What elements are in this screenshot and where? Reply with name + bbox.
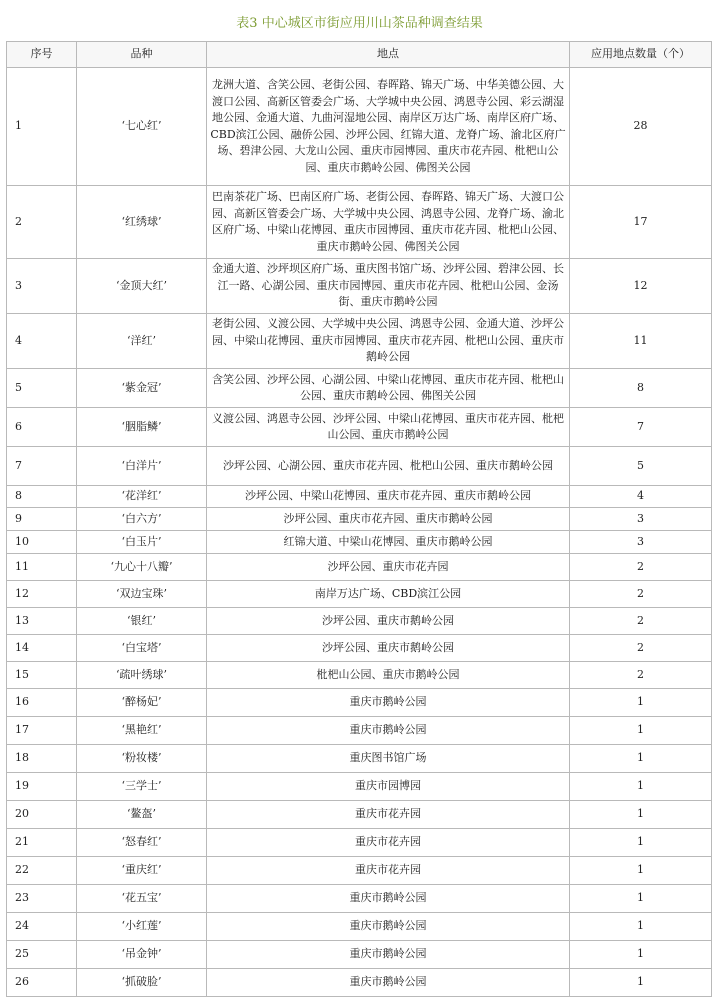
row-location: 重庆市花卉园 <box>207 857 570 885</box>
row-count: 1 <box>570 801 712 829</box>
row-variety: ‘红绣球’ <box>77 186 207 259</box>
row-location: 重庆市鹅岭公园 <box>207 941 570 969</box>
table-row <box>7 969 712 997</box>
table-row <box>7 186 712 259</box>
row-count: 2 <box>570 635 712 662</box>
row-count: 1 <box>570 717 712 745</box>
table-row <box>7 447 712 486</box>
header-location: 地点 <box>207 42 570 68</box>
row-location: 重庆市鹅岭公园 <box>207 689 570 717</box>
row-num: 8 <box>7 486 77 508</box>
row-variety: ‘粉妆楼’ <box>77 745 207 773</box>
row-variety: ‘疏叶绣球’ <box>77 662 207 689</box>
row-num: 13 <box>7 608 77 635</box>
row-count: 4 <box>570 486 712 508</box>
row-num: 20 <box>7 801 77 829</box>
row-location: 沙坪公园、重庆市花卉园、重庆市鹅岭公园 <box>207 508 570 531</box>
row-count: 1 <box>570 857 712 885</box>
table-row <box>7 314 712 369</box>
row-location: 金通大道、沙坪坝区府广场、重庆图书馆广场、沙坪公园、碧津公园、长江一路、心湖公园、重庆市园博园、重庆市花卉园、枇杷山公园、金汤街、重庆市鹅岭公园 <box>207 259 570 314</box>
row-num: 18 <box>7 745 77 773</box>
row-variety: ‘白洋片’ <box>77 447 207 486</box>
row-location: 沙坪公园、重庆市花卉园 <box>207 554 570 581</box>
row-count: 1 <box>570 773 712 801</box>
row-num: 14 <box>7 635 77 662</box>
header-count: 应用地点数量（个） <box>570 42 712 68</box>
row-num: 5 <box>7 369 77 408</box>
row-variety: ‘九心十八瓣’ <box>77 554 207 581</box>
row-num: 22 <box>7 857 77 885</box>
row-location: 重庆市鹅岭公园 <box>207 969 570 997</box>
row-location: 重庆市鹅岭公园 <box>207 885 570 913</box>
row-num: 19 <box>7 773 77 801</box>
row-count: 8 <box>570 369 712 408</box>
row-variety: ‘醉杨妃’ <box>77 689 207 717</box>
row-count: 12 <box>570 259 712 314</box>
row-num: 3 <box>7 259 77 314</box>
table-row <box>7 635 712 662</box>
row-num: 16 <box>7 689 77 717</box>
row-num: 26 <box>7 969 77 997</box>
row-num: 1 <box>7 68 77 186</box>
row-count: 7 <box>570 408 712 447</box>
table-row <box>7 508 712 531</box>
table-row <box>7 885 712 913</box>
table-row <box>7 745 712 773</box>
row-location: 重庆市花卉园 <box>207 801 570 829</box>
row-num: 11 <box>7 554 77 581</box>
row-count: 3 <box>570 508 712 531</box>
row-count: 1 <box>570 689 712 717</box>
row-variety: ‘三学士’ <box>77 773 207 801</box>
row-location: 沙坪公园、中梁山花博园、重庆市花卉园、重庆市鹅岭公园 <box>207 486 570 508</box>
row-location: 沙坪公园、重庆市鹅岭公园 <box>207 635 570 662</box>
table-row <box>7 486 712 508</box>
table-header-row <box>7 42 712 68</box>
row-num: 25 <box>7 941 77 969</box>
row-location: 枇杷山公园、重庆市鹅岭公园 <box>207 662 570 689</box>
table-row <box>7 941 712 969</box>
row-variety: ‘胭脂鳞’ <box>77 408 207 447</box>
row-location: 重庆市花卉园 <box>207 829 570 857</box>
row-count: 2 <box>570 554 712 581</box>
table-title: 表3 中心城区市街应用川山茶品种调查结果 <box>236 16 483 31</box>
table-row <box>7 608 712 635</box>
table-row <box>7 68 712 186</box>
row-num: 9 <box>7 508 77 531</box>
table-row <box>7 369 712 408</box>
row-location: 重庆图书馆广场 <box>207 745 570 773</box>
row-count: 1 <box>570 913 712 941</box>
row-num: 17 <box>7 717 77 745</box>
table-row <box>7 662 712 689</box>
row-variety: ‘抓破脸’ <box>77 969 207 997</box>
row-location: 南岸万达广场、CBD滨江公园 <box>207 581 570 608</box>
table-row <box>7 913 712 941</box>
row-variety: ‘双边宝珠’ <box>77 581 207 608</box>
row-variety: ‘怒春红’ <box>77 829 207 857</box>
row-variety: ‘白宝塔’ <box>77 635 207 662</box>
row-variety: ‘紫金冠’ <box>77 369 207 408</box>
row-variety: ‘重庆红’ <box>77 857 207 885</box>
row-variety: ‘七心红’ <box>77 68 207 186</box>
row-count: 2 <box>570 608 712 635</box>
row-count: 1 <box>570 885 712 913</box>
row-count: 28 <box>570 68 712 186</box>
row-num: 23 <box>7 885 77 913</box>
row-variety: ‘白六方’ <box>77 508 207 531</box>
row-location: 沙坪公园、重庆市鹅岭公园 <box>207 608 570 635</box>
row-location: 巴南茶花广场、巴南区府广场、老街公园、春晖路、锦天广场、大渡口公园、高新区管委会广场、大学城中央公园、鸿恩寺公园、龙脊广场、渝北区府广场、中梁山花博园、重庆市园博园、重庆市花卉园、枇杷山公园、重庆市鹅岭公园、佛图关公园 <box>207 186 570 259</box>
row-location: 含笑公园、沙坪公园、心湖公园、中梁山花博园、重庆市花卉园、枇杷山公园、重庆市鹅岭公园、佛图关公园 <box>207 369 570 408</box>
row-variety: ‘小红莲’ <box>77 913 207 941</box>
row-count: 3 <box>570 531 712 554</box>
row-count: 1 <box>570 829 712 857</box>
row-num: 24 <box>7 913 77 941</box>
row-variety: ‘吊金钟’ <box>77 941 207 969</box>
table-row <box>7 259 712 314</box>
row-num: 2 <box>7 186 77 259</box>
row-num: 12 <box>7 581 77 608</box>
table-row <box>7 773 712 801</box>
table-row <box>7 717 712 745</box>
row-num: 6 <box>7 408 77 447</box>
table-row <box>7 829 712 857</box>
row-variety: ‘黑艳红’ <box>77 717 207 745</box>
row-count: 1 <box>570 941 712 969</box>
row-num: 21 <box>7 829 77 857</box>
table-row <box>7 689 712 717</box>
row-variety: ‘洋红’ <box>77 314 207 369</box>
row-count: 1 <box>570 969 712 997</box>
row-location: 重庆市鹅岭公园 <box>207 717 570 745</box>
camellia-survey-table <box>6 41 712 997</box>
table-row <box>7 581 712 608</box>
row-count: 1 <box>570 745 712 773</box>
row-num: 10 <box>7 531 77 554</box>
table-row <box>7 801 712 829</box>
row-count: 11 <box>570 314 712 369</box>
row-location: 沙坪公园、心湖公园、重庆市花卉园、枇杷山公园、重庆市鹅岭公园 <box>207 447 570 486</box>
row-num: 15 <box>7 662 77 689</box>
row-num: 7 <box>7 447 77 486</box>
row-location: 龙洲大道、含笑公园、老街公园、春晖路、锦天广场、中华美德公园、大渡口公园、高新区管委会广场、大学城中央公园、鸿恩寺公园、彩云湖湿地公园、金通大道、九曲河湿地公园、南岸区万达广场、南岸区府广场、CBD滨江公园、融侨公园、沙坪公园、红锦大道、龙脊广场、渝北区府广场、碧津公园、大龙山公园、重庆市园博园、重庆市花卉园、枇杷山公园、重庆市鹅岭公园、佛图关公园 <box>207 68 570 186</box>
header-num: 序号 <box>7 42 77 68</box>
row-location: 重庆市园博园 <box>207 773 570 801</box>
row-variety: ‘银红’ <box>77 608 207 635</box>
row-variety: ‘花五宝’ <box>77 885 207 913</box>
row-location: 老街公园、义渡公园、大学城中央公园、鸿恩寺公园、金通大道、沙坪公园、中梁山花博园、重庆市园博园、重庆市花卉园、枇杷山公园、重庆市鹅岭公园 <box>207 314 570 369</box>
row-count: 5 <box>570 447 712 486</box>
row-variety: ‘金顶大红’ <box>77 259 207 314</box>
row-variety: ‘花洋红’ <box>77 486 207 508</box>
header-variety: 品种 <box>77 42 207 68</box>
table-row <box>7 857 712 885</box>
row-variety: ‘鳌盔’ <box>77 801 207 829</box>
row-count: 2 <box>570 662 712 689</box>
table-row <box>7 554 712 581</box>
row-variety: ‘白玉片’ <box>77 531 207 554</box>
row-count: 17 <box>570 186 712 259</box>
table-row <box>7 408 712 447</box>
table-row <box>7 531 712 554</box>
row-location: 义渡公园、鸿恩寺公园、沙坪公园、中梁山花博园、重庆市花卉园、枇杷山公园、重庆市鹅岭公园 <box>207 408 570 447</box>
row-num: 4 <box>7 314 77 369</box>
row-count: 2 <box>570 581 712 608</box>
row-location: 重庆市鹅岭公园 <box>207 913 570 941</box>
row-location: 红锦大道、中梁山花博园、重庆市鹅岭公园 <box>207 531 570 554</box>
